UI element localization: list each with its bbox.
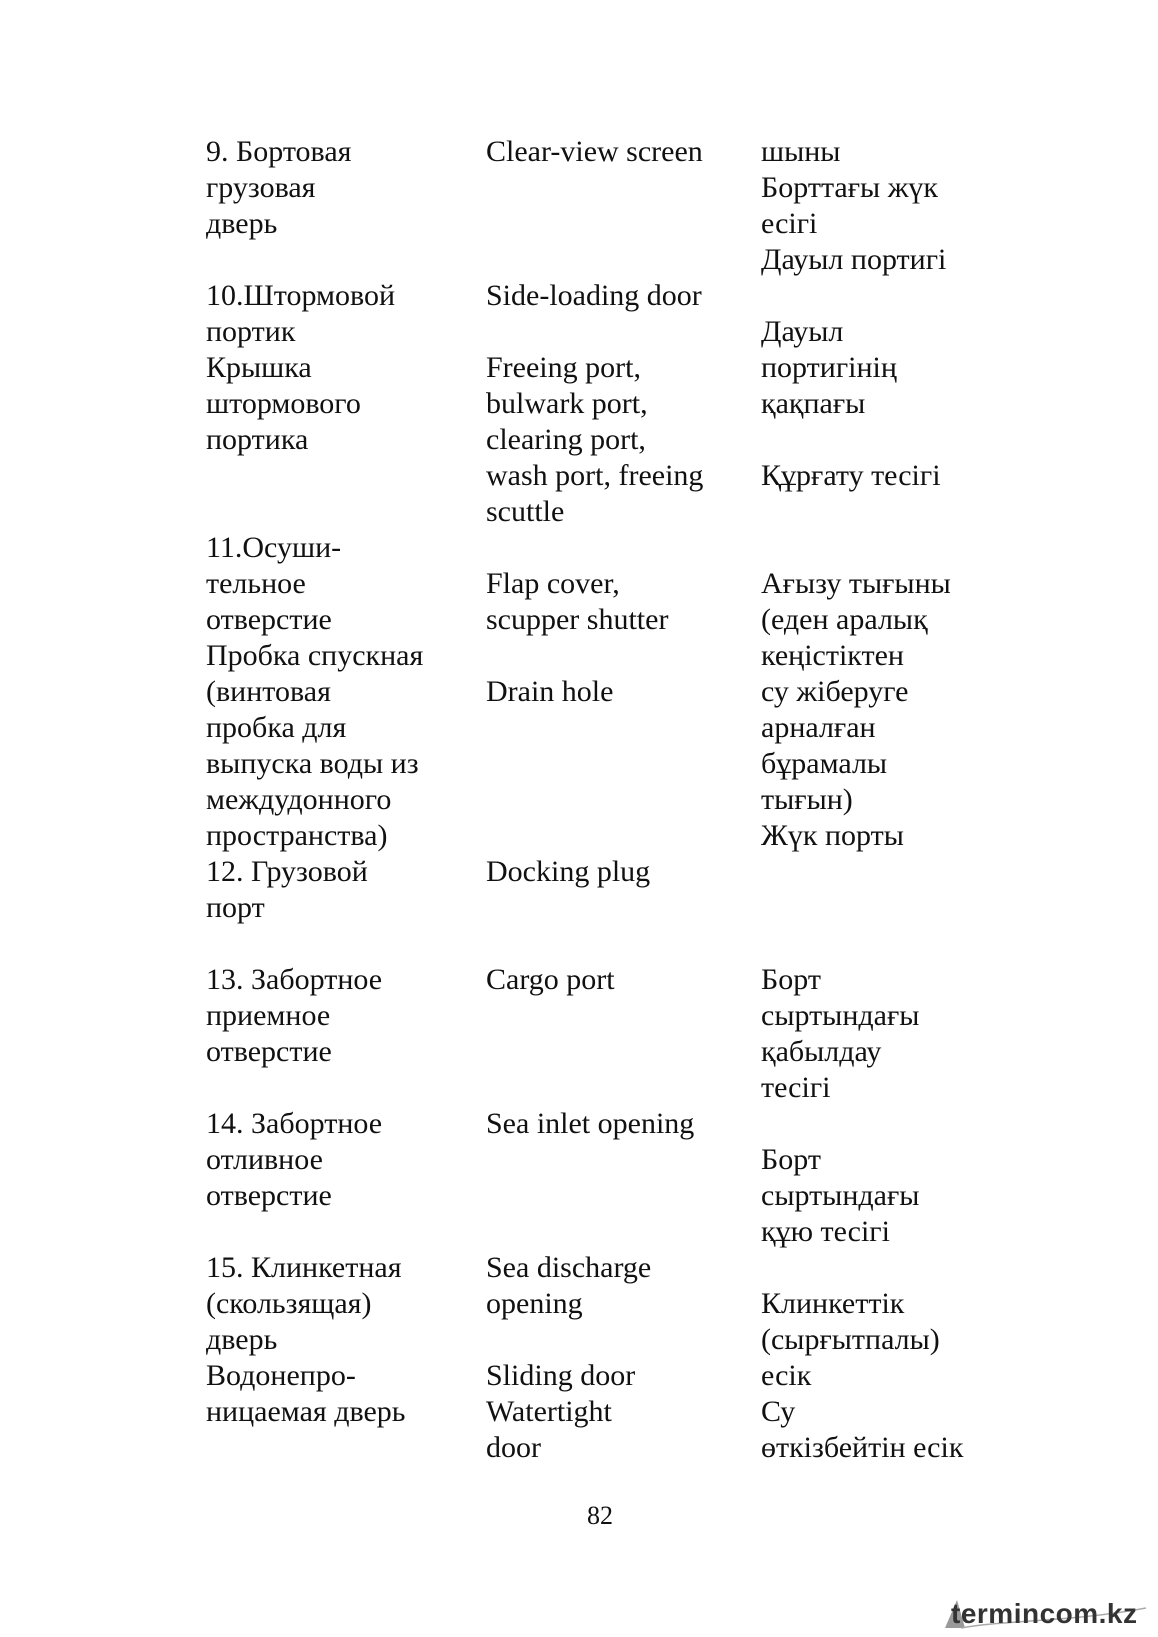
watermark-text: termincom.kz	[951, 1598, 1138, 1629]
russian-terms-column: 9. Бортовая грузовая дверь 10.Штормовой портик Крышка штормового портика 11.Осуши- тельное отверстие Пробка спускная (винтовая пробка для выпуска воды из междудонного пространства) 12. Грузовой порт 13. Забортное приемное отверстие 14. Забортное отливное отверстие 15. Клинкетная (скользящая) дверь Водонепро- ницаемая дверь	[206, 135, 424, 1428]
page-number: 82	[587, 1501, 613, 1530]
kazakh-terms-column: шыны Борттағы жүк есігі Дауыл портигі Дауыл портигінің қақпағы Құрғату тесігі Ағызу тығыны (еден аралық кеңістіктен су жіберуге арналған бұрамалы тығын) Жүк порты Борт сыртындағы қабылдау тесігі Борт сыртындағы құю тесігі Клинкеттік (сырғытпалы) есік Су өткізбейтін есік	[761, 135, 964, 1464]
termincom-watermark	[943, 1598, 1148, 1630]
english-terms-column: Clear-view screen Side-loading door Freeing port, bulwark port, clearing port, wash port, freeing scuttle Flap cover, scupper shutter Drain hole Docking plug Cargo port Sea inlet opening Sea discharge opening Sliding door Watertight door	[486, 135, 704, 1464]
